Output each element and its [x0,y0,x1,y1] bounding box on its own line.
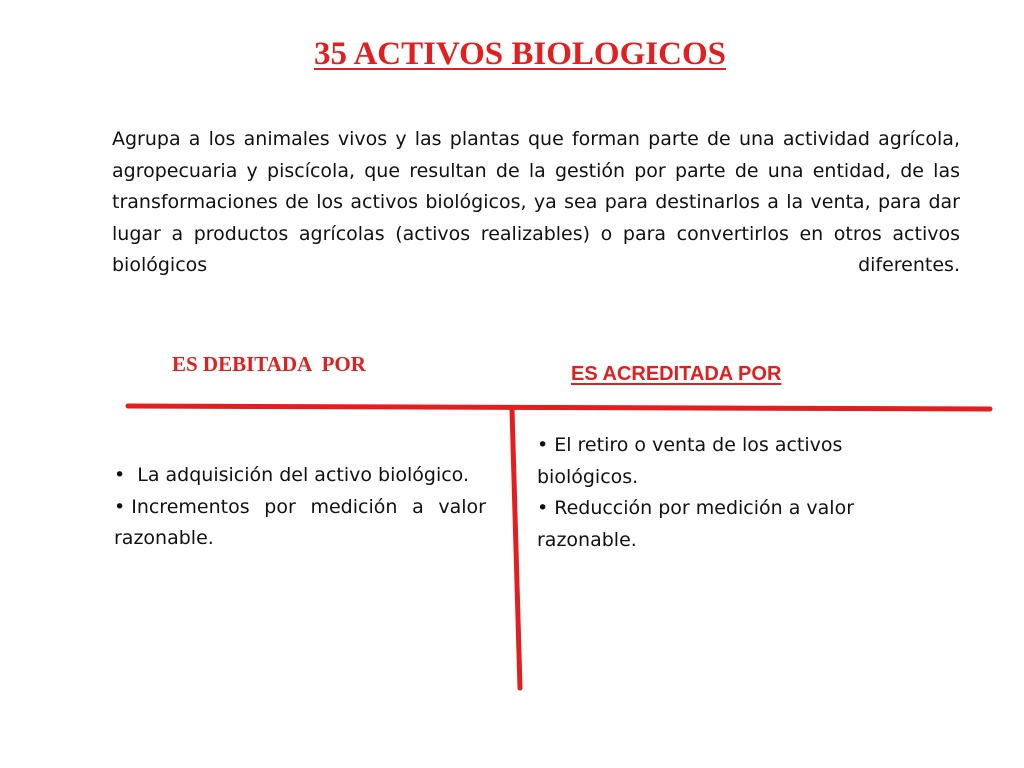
t-account-horizontal-line [128,406,990,409]
credit-item-text: Reducción por medición a valor razonable. [537,497,855,551]
t-account-vertical-line [512,409,520,688]
debit-heading: ES DEBITADA POR [172,352,366,376]
description-paragraph: Agrupa a los animales vivos y las plantas que forman parte de una actividad agrícola, agropecuaria y piscícola, que resultan de la gestión por parte de una entidad, de las transformaciones de los activos biológicos, ya sea para destinarlos a la venta, para dar lugar a productos agrícolas (activos realizables) o para convertirlos en otros activos biológicos diferentes. [112,128,960,276]
credit-heading: ES ACREDITADA POR [571,363,782,385]
bullet-icon: • [537,434,549,456]
debit-item-text: La adquisición del activo biológico. [137,464,470,486]
debit-item-text: Incrementos por medición a valor razonable. [114,495,486,549]
credit-item-text: El retiro o venta de los activos biológicos. [537,434,843,488]
credit-list-item [537,493,917,556]
credit-list-item [537,430,917,493]
bullet-icon: • [114,495,126,518]
debit-list [114,460,486,555]
debit-list-item [114,460,486,492]
slide-title: 35 ACTIVOS BIOLOGICOS [314,36,726,72]
bullet-icon: • [114,464,126,486]
bullet-icon: • [537,497,549,519]
credit-list [537,430,917,556]
debit-list-item [114,492,486,555]
